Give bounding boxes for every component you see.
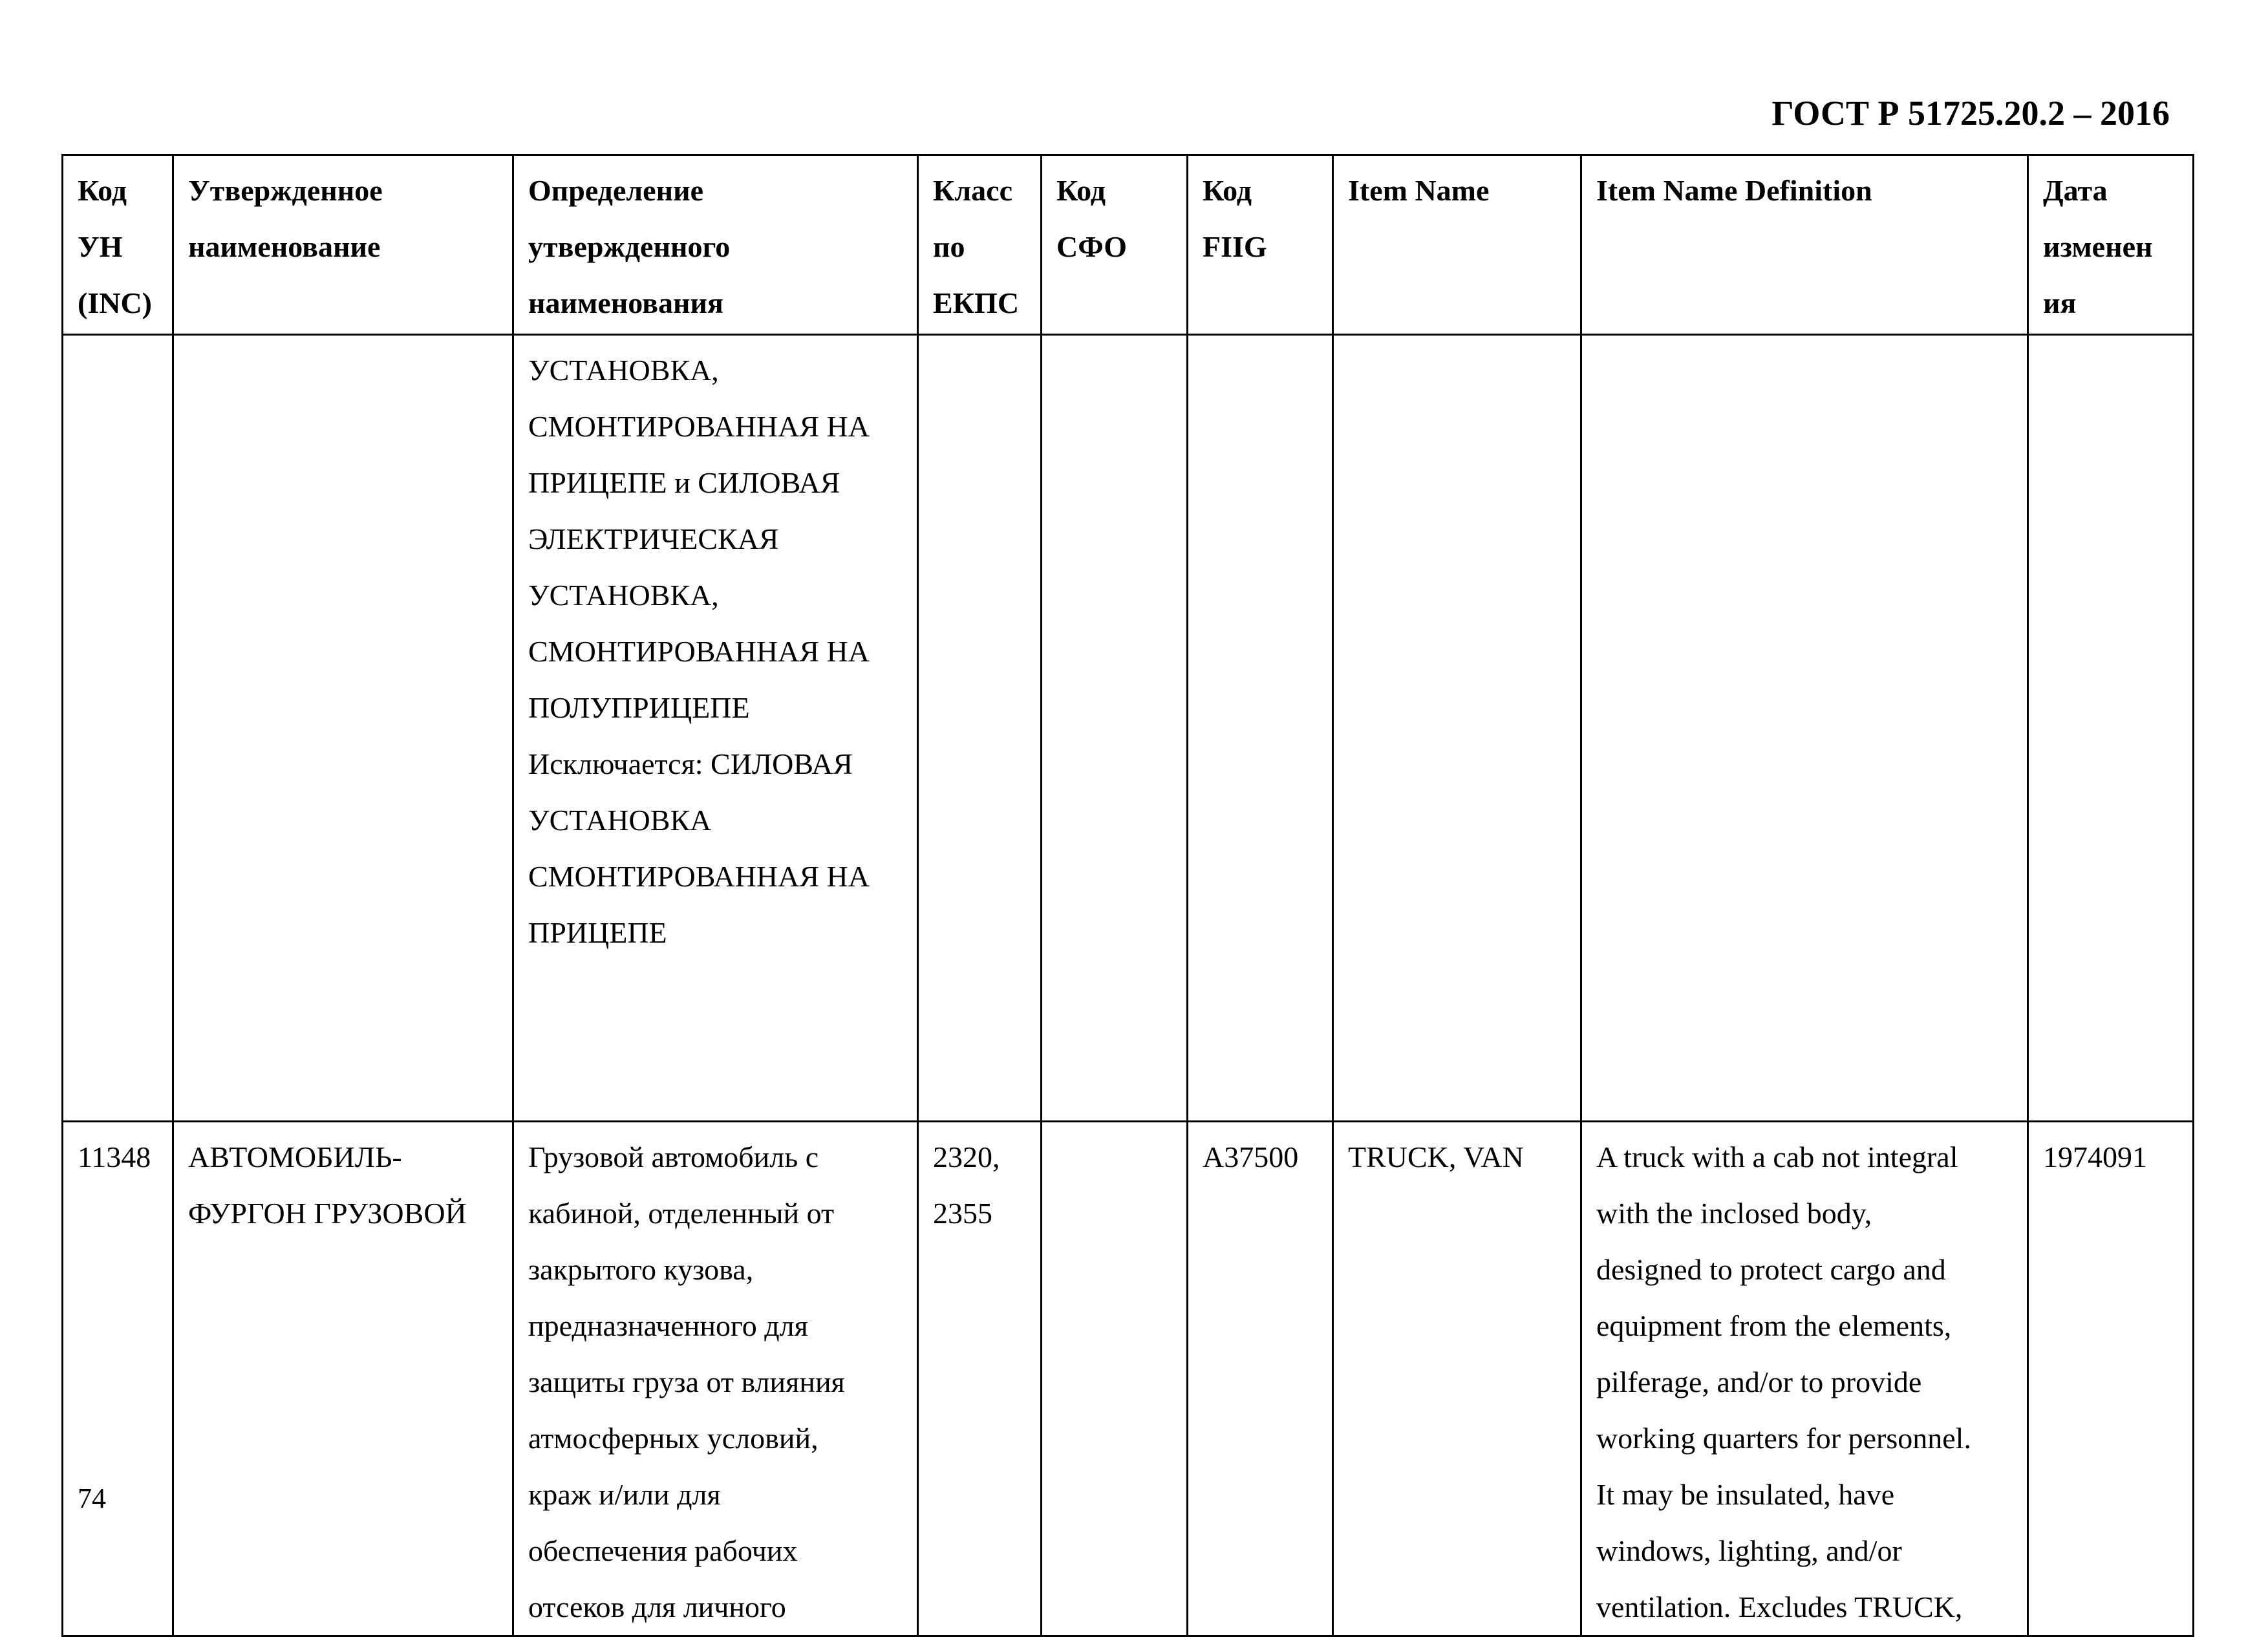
cell-sfo: [1042, 1122, 1188, 1636]
col-header-class: Класс по ЕКПС: [918, 155, 1042, 335]
col-header-sfo: Код СФО: [1042, 155, 1188, 335]
cell-item-definition: [1581, 335, 2028, 1122]
cell-inc: 11348: [63, 1122, 173, 1636]
cell-definition: Грузовой автомобиль с кабиной, отделенный от закрытого кузова, предназначенного для защиты груза от влияния атмосферных условий, краж и/или для обеспечения рабочих отсеков для личного: [513, 1122, 918, 1636]
classification-table: [61, 154, 2194, 1637]
cell-item-definition: A truck with a cab not integral with the inclosed body, designed to protect cargo and equipment from the elements, pilferage, and/or to provide working quarters for personnel. It may be insulated, have windows, lighting, and/or ventilation. Excludes TRUCK,: [1581, 1122, 2028, 1636]
cell-fiig: [1188, 335, 1333, 1122]
table-header-row: [63, 155, 2194, 335]
col-header-item-name: Item Name: [1333, 155, 1581, 335]
cell-item-name: [1333, 335, 1581, 1122]
col-header-fiig: Код FIIG: [1188, 155, 1333, 335]
page-number: 74: [78, 1482, 106, 1514]
cell-class: [918, 335, 1042, 1122]
col-header-date: Дата изменен ия: [2028, 155, 2194, 335]
cell-item-name: TRUCK, VAN: [1333, 1122, 1581, 1636]
cell-fiig: A37500: [1188, 1122, 1333, 1636]
table-row: [63, 1122, 2194, 1636]
cell-class: 2320, 2355: [918, 1122, 1042, 1636]
cell-inc: [63, 335, 173, 1122]
document-code: ГОСТ Р 51725.20.2 – 2016: [1771, 94, 2170, 133]
table-row: [63, 335, 2194, 1122]
col-header-approved-name: Утвержденное наименование: [173, 155, 513, 335]
cell-date: [2028, 335, 2194, 1122]
col-header-definition: Определение утвержденного наименования: [513, 155, 918, 335]
col-header-item-definition: Item Name Definition: [1581, 155, 2028, 335]
cell-approved-name: [173, 335, 513, 1122]
cell-approved-name: АВТОМОБИЛЬ- ФУРГОН ГРУЗОВОЙ: [173, 1122, 513, 1636]
cell-date: 1974091: [2028, 1122, 2194, 1636]
cell-sfo: [1042, 335, 1188, 1122]
cell-definition: УСТАНОВКА, СМОНТИРОВАННАЯ НА ПРИЦЕПЕ и СИЛОВАЯ ЭЛЕКТРИЧЕСКАЯ УСТАНОВКА, СМОНТИРОВАННАЯ НА ПОЛУПРИЦЕПЕ Исключается: СИЛОВАЯ УСТАНОВКА СМОНТИРОВАННАЯ НА ПРИЦЕПЕ: [513, 335, 918, 1122]
col-header-inc: Код УН (INC): [63, 155, 173, 335]
